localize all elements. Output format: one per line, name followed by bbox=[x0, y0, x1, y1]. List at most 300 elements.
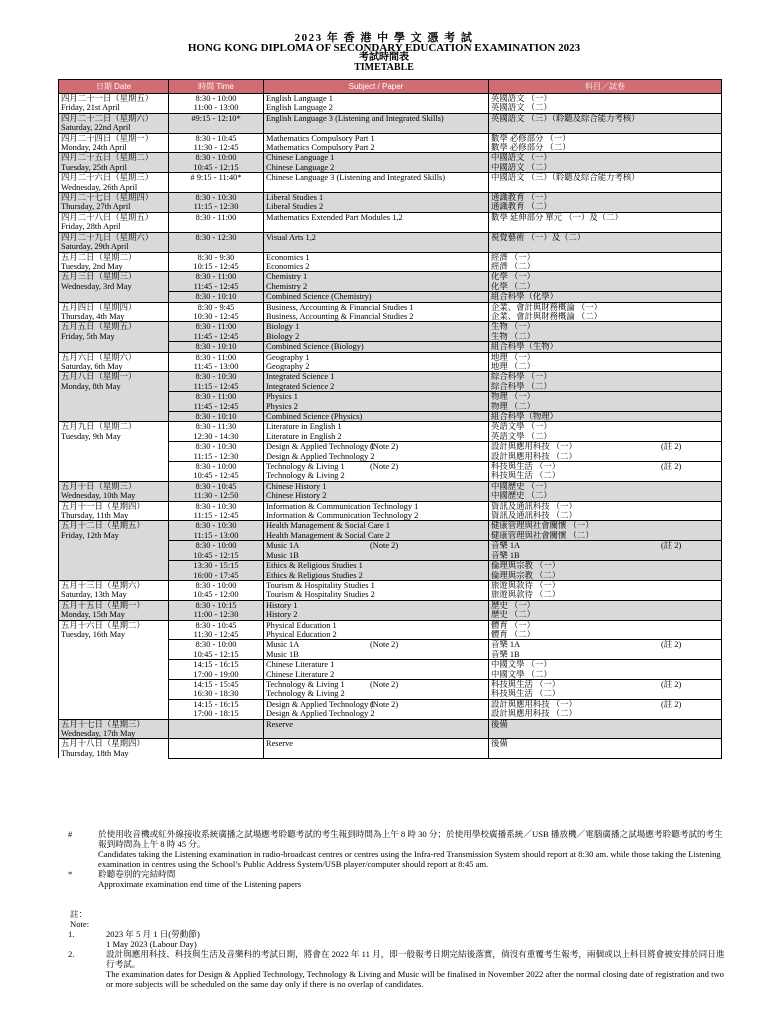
time-cell: 8:30 - 10:45 bbox=[169, 133, 264, 143]
subject-cell bbox=[264, 551, 489, 561]
date-zh: 四月二十四日（星期一） bbox=[61, 133, 154, 143]
subject-name: Reserve bbox=[266, 719, 293, 729]
subject-zh-cell bbox=[489, 561, 722, 571]
date-zh: 五月二日（星期二） bbox=[61, 252, 137, 262]
time-cell: 17:00 - 19:00 bbox=[169, 670, 264, 680]
time-cell: 8:30 - 11:00 bbox=[169, 322, 264, 332]
subject-cell bbox=[264, 342, 489, 352]
time-cell: 8:30 - 9:45 bbox=[169, 302, 264, 312]
time-cell: 8:30 - 10:00 bbox=[169, 94, 264, 104]
time-cell: 11:00 - 12:30 bbox=[169, 610, 264, 620]
subject-name: Combined Science (Chemistry) bbox=[266, 292, 372, 302]
subject-zh-cell bbox=[489, 689, 722, 699]
date-cell bbox=[59, 113, 169, 133]
subject-cell bbox=[264, 252, 489, 262]
date-zh: 四月二十二日（星期六） bbox=[61, 113, 154, 123]
time-cell: 10:30 - 12:45 bbox=[169, 312, 264, 322]
date-zh: 四月二十七日（星期四） bbox=[61, 193, 154, 203]
subject-zh-cell bbox=[489, 739, 722, 757]
time-cell: 8:30 - 10:45 bbox=[169, 620, 264, 630]
subject-zh: 地理 （二） bbox=[491, 361, 535, 371]
subject-name: Chemistry 2 bbox=[266, 281, 308, 291]
subject-zh-cell bbox=[489, 262, 722, 272]
subject-cell bbox=[264, 531, 489, 541]
col-subject: Subject / Paper bbox=[264, 80, 489, 94]
note-zh: 2023 年 5 月 1 日(勞動節) bbox=[106, 929, 200, 939]
subject-cell bbox=[264, 471, 489, 481]
subject-zh-cell bbox=[489, 352, 722, 362]
date-zh: 五月三日（星期三） bbox=[61, 272, 137, 282]
table-row bbox=[59, 580, 722, 590]
subject-name: Health Management & Social Care 1 bbox=[266, 521, 390, 531]
subject-name: Chinese History 1 bbox=[266, 481, 327, 491]
time-cell: # 9:15 - 11:40* bbox=[169, 173, 264, 193]
table-row bbox=[59, 272, 722, 282]
subject-name: History 1 bbox=[266, 600, 298, 610]
subject-cell bbox=[264, 282, 489, 292]
time-cell: 14:15 - 16:15 bbox=[169, 660, 264, 670]
subject-zh-cell bbox=[489, 412, 722, 422]
subject-zh: 綜合科學 （一） bbox=[491, 372, 552, 382]
subject-cell bbox=[264, 491, 489, 501]
time-cell: 11:15 - 12:45 bbox=[169, 511, 264, 521]
subject-zh-cell bbox=[489, 342, 722, 352]
subject-name: Chinese Language 1 bbox=[266, 153, 335, 163]
subject-zh-note: (註 2) bbox=[661, 679, 682, 689]
date-en: Saturday, 6th May bbox=[61, 361, 123, 371]
subject-zh: 資訊及通訊科技 （一） bbox=[491, 501, 577, 511]
time-cell: 10:45 - 12:15 bbox=[169, 551, 264, 561]
subject-cell bbox=[264, 739, 489, 757]
notes-heading-en: Note: bbox=[70, 919, 90, 929]
time-cell: 10:45 - 12:00 bbox=[169, 590, 264, 600]
subject-zh: 中國文學 （二） bbox=[491, 669, 552, 679]
subject-zh-cell bbox=[489, 432, 722, 442]
footnote-en: Candidates taking the Listening examination in radio-broadcast centres or centres using the Infra-red Transmission System should report at 8:30 am. while those taking the Listening examination in centres using the School’s Public Address System/USB player/computer should report at 8:45 am. bbox=[98, 849, 721, 869]
subject-zh-cell bbox=[489, 580, 722, 590]
subject-zh-cell bbox=[489, 392, 722, 402]
subject-name: English Language 3 (Listening and Integrated Skills) bbox=[266, 113, 444, 123]
table-row bbox=[59, 422, 722, 432]
subject-zh: 科技與生活 （一） bbox=[491, 462, 561, 472]
subject-name: Physical Education 1 bbox=[266, 620, 337, 630]
time-cell: 11:30 - 12:50 bbox=[169, 491, 264, 501]
subject-name: Chemistry 1 bbox=[266, 272, 308, 282]
subject-zh-cell bbox=[489, 571, 722, 581]
subject-name: Literature in English 2 bbox=[266, 431, 342, 441]
table-row bbox=[59, 620, 722, 630]
subject-zh-cell bbox=[489, 610, 722, 620]
subject-zh-cell bbox=[489, 272, 722, 282]
footnote-mark: * bbox=[68, 869, 73, 879]
subject-cell bbox=[264, 442, 489, 452]
date-cell bbox=[59, 719, 169, 739]
subject-cell bbox=[264, 372, 489, 382]
subject-zh-cell bbox=[489, 452, 722, 462]
date-cell bbox=[59, 521, 169, 580]
subject-zh: 中國歷史 （二） bbox=[491, 491, 552, 501]
header-row bbox=[59, 80, 722, 94]
date-zh: 五月八日（星期一） bbox=[61, 372, 137, 382]
time-cell: 8:30 - 10:30 bbox=[169, 521, 264, 531]
subject-zh-cell bbox=[489, 699, 722, 709]
subject-zh: 設計與應用科技 （一） bbox=[491, 442, 577, 452]
subject-cell bbox=[264, 501, 489, 511]
subject-zh: 化學 （一） bbox=[491, 272, 535, 282]
title-zh: 2023 年 香 港 中 學 文 憑 考 試 bbox=[294, 32, 474, 44]
table-row bbox=[59, 481, 722, 491]
subject-zh-note: (註 2) bbox=[661, 640, 682, 650]
note-en: 1 May 2023 (Labour Day) bbox=[106, 939, 197, 949]
subject-zh-cell bbox=[489, 442, 722, 452]
subject-cell bbox=[264, 620, 489, 630]
subject-name: Economics 2 bbox=[266, 261, 310, 271]
subject-zh: 健康管理與社會關懷 （一） bbox=[491, 521, 594, 531]
subject-cell bbox=[264, 541, 489, 551]
table-row bbox=[59, 232, 722, 252]
subject-name: Technology & Living 1 bbox=[266, 679, 345, 689]
subject-zh: 英國語文 （三）（聆聽及綜合能力考核） bbox=[491, 113, 640, 123]
subject-zh: 後備 bbox=[491, 739, 508, 749]
subject-zh-cell bbox=[489, 491, 722, 501]
subject-zh: 旅遊與款待 （二） bbox=[491, 590, 561, 600]
subject-zh: 數學 延伸部分 單元 （一）及（二） bbox=[491, 212, 623, 222]
subject-name: Mathematics Compulsory Part 2 bbox=[266, 143, 375, 153]
date-zh: 五月十三日（星期六） bbox=[61, 580, 145, 590]
subject-zh: 旅遊與款待 （一） bbox=[491, 580, 561, 590]
subject-cell bbox=[264, 103, 489, 113]
subject-zh: 設計與應用科技 （二） bbox=[491, 709, 577, 719]
subject-name: Physics 2 bbox=[266, 401, 298, 411]
subject-zh: 英語文學 （二） bbox=[491, 431, 552, 441]
time-cell: 10:45 - 12:45 bbox=[169, 471, 264, 481]
footnote-zh: 聆聽卷別的完結時間 bbox=[98, 869, 176, 879]
subject-zh: 通識教育 （一） bbox=[491, 193, 552, 203]
subject-name: Chinese Literature 2 bbox=[266, 669, 335, 679]
date-en: Wednesday, 3rd May bbox=[61, 281, 132, 291]
table-row bbox=[59, 193, 722, 203]
time-cell: 8:30 - 9:30 bbox=[169, 252, 264, 262]
time-cell: 8:30 - 10:45 bbox=[169, 481, 264, 491]
date-cell bbox=[59, 252, 169, 272]
date-en: Friday, 5th May bbox=[61, 331, 115, 341]
date-en: Wednesday, 26th April bbox=[61, 182, 138, 192]
date-cell bbox=[59, 372, 169, 422]
subject-zh: 後備 bbox=[491, 719, 508, 729]
date-en: Monday, 8th May bbox=[61, 381, 121, 391]
time-cell: 8:30 - 11:00 bbox=[169, 212, 264, 232]
subject-zh-cell bbox=[489, 322, 722, 332]
time-cell: 10:45 - 12:15 bbox=[169, 163, 264, 173]
date-en: Tuesday, 25th April bbox=[61, 162, 127, 172]
subject-name: Mathematics Extended Part Modules 1,2 bbox=[266, 212, 403, 222]
subject-name: Chinese Language 3 (Listening and Integrated Skills) bbox=[266, 173, 446, 183]
subject-zh: 歷史 （一） bbox=[491, 600, 535, 610]
date-en: Saturday, 29th April bbox=[61, 242, 129, 252]
table-row bbox=[59, 352, 722, 362]
subject-cell bbox=[264, 302, 489, 312]
subject-cell bbox=[264, 322, 489, 332]
footnotes bbox=[70, 829, 730, 989]
table-row bbox=[59, 252, 722, 262]
subject-name: Reserve bbox=[266, 739, 293, 749]
subtitle-en: TIMETABLE bbox=[354, 62, 414, 73]
note-number: 2. bbox=[68, 949, 75, 959]
date-zh: 五月十二日（星期五） bbox=[61, 521, 145, 531]
subject-name: Integrated Science 2 bbox=[266, 381, 335, 391]
subject-cell bbox=[264, 432, 489, 442]
date-zh: 四月二十五日（星期二） bbox=[61, 153, 154, 163]
subject-zh-cell bbox=[489, 521, 722, 531]
date-en: Saturday, 13th May bbox=[61, 590, 127, 600]
subject-zh-cell bbox=[489, 163, 722, 173]
subject-zh: 設計與應用科技 （一） bbox=[491, 699, 577, 709]
subject-zh-cell bbox=[489, 282, 722, 292]
date-cell bbox=[59, 272, 169, 302]
date-cell bbox=[59, 422, 169, 481]
subject-zh: 中國歷史 （一） bbox=[491, 481, 552, 491]
subject-cell bbox=[264, 292, 489, 302]
subject-name: Ethics & Religious Studies 1 bbox=[266, 561, 363, 571]
subject-zh: 倫理與宗教 （一） bbox=[491, 561, 561, 571]
header bbox=[0, 0, 768, 73]
time-cell: 11:45 - 12:45 bbox=[169, 282, 264, 292]
subject-cell bbox=[264, 511, 489, 521]
time-cell: 10:15 - 12:45 bbox=[169, 262, 264, 272]
time-cell: 14:15 - 16:15 bbox=[169, 699, 264, 709]
date-cell bbox=[59, 212, 169, 232]
subject-name: Design & Applied Technology 1 bbox=[266, 699, 375, 709]
subject-zh-cell bbox=[489, 212, 722, 232]
subject-name: Economics 1 bbox=[266, 252, 310, 262]
date-cell bbox=[59, 620, 169, 719]
time-cell: 8:30 - 10:00 bbox=[169, 153, 264, 163]
time-cell: #9:15 - 12:10* bbox=[169, 113, 264, 133]
subject-note: (Note 2) bbox=[370, 541, 399, 551]
subject-name: Design & Applied Technology 2 bbox=[266, 709, 375, 719]
date-en: Saturday, 22nd April bbox=[61, 123, 131, 133]
subject-zh: 倫理與宗教 （二） bbox=[491, 570, 561, 580]
subject-cell bbox=[264, 163, 489, 173]
time-cell: 8:30 - 11:00 bbox=[169, 272, 264, 282]
date-en: Tuesday, 9th May bbox=[61, 431, 121, 441]
table-row bbox=[59, 302, 722, 312]
subject-name: Biology 2 bbox=[266, 331, 300, 341]
subject-name: Chinese Language 2 bbox=[266, 162, 335, 172]
time-cell bbox=[169, 757, 264, 758]
subject-zh-cell bbox=[489, 382, 722, 392]
table-row bbox=[59, 521, 722, 531]
date-cell bbox=[59, 501, 169, 521]
notes-heading-zh: 註： bbox=[70, 909, 88, 919]
subject-cell bbox=[264, 521, 489, 531]
time-cell: 13:30 - 15:15 bbox=[169, 561, 264, 571]
date-zh: 四月二十一日（星期五） bbox=[61, 94, 154, 103]
time-cell: 8:30 - 10:30 bbox=[169, 193, 264, 203]
subject-zh: 科技與生活 （一） bbox=[491, 679, 561, 689]
note-number: 1. bbox=[68, 929, 75, 939]
subject-zh: 企業、會計與財務概論 （二） bbox=[491, 311, 602, 321]
subject-zh-cell bbox=[489, 471, 722, 481]
subject-cell bbox=[264, 352, 489, 362]
date-en: Thursday, 11th May bbox=[61, 511, 129, 521]
subject-cell bbox=[264, 699, 489, 709]
subject-name: Information & Communication Technology 1 bbox=[266, 501, 419, 511]
subject-zh-cell bbox=[489, 103, 722, 113]
table-row bbox=[59, 94, 722, 104]
subject-note: (Note 2) bbox=[370, 462, 399, 472]
date-zh: 四月二十六日（星期三） bbox=[61, 173, 154, 183]
subject-cell bbox=[264, 670, 489, 680]
subject-zh-cell bbox=[489, 193, 722, 203]
subject-name: Design & Applied Technology 2 bbox=[266, 451, 375, 461]
subject-zh-cell bbox=[489, 709, 722, 719]
date-zh: 四月二十九日（星期六） bbox=[61, 232, 154, 242]
subject-name: History 2 bbox=[266, 610, 298, 620]
time-cell: 8:30 - 10:10 bbox=[169, 292, 264, 302]
subject-zh: 企業、會計與財務概論 （一） bbox=[491, 302, 602, 312]
subject-name: Health Management & Social Care 2 bbox=[266, 530, 390, 540]
subject-zh: 資訊及通訊科技 （二） bbox=[491, 511, 577, 521]
subject-zh-cell bbox=[489, 232, 722, 252]
time-cell: 14:15 - 15:45 bbox=[169, 679, 264, 689]
date-cell bbox=[59, 302, 169, 322]
note-en: The examination dates for Design & Applied Technology, Technology & Living and Music will be finalised in November 2022 after the normal closing date of registration and two or more subjects will be scheduled on the same day only if there is no overlap of candidates. bbox=[106, 969, 724, 989]
date-cell bbox=[59, 193, 169, 213]
date-en: Tuesday, 2nd May bbox=[61, 261, 123, 271]
time-cell bbox=[169, 719, 264, 738]
subject-name: Tourism & Hospitality Studies 1 bbox=[266, 580, 375, 590]
subject-zh-note: (註 2) bbox=[661, 541, 682, 551]
subject-note: (Note 2) bbox=[370, 442, 399, 452]
subject-zh: 科技與生活 （二） bbox=[491, 689, 561, 699]
subject-cell bbox=[264, 481, 489, 491]
subject-zh: 地理 （一） bbox=[491, 352, 535, 362]
date-zh: 五月五日（星期五） bbox=[61, 322, 137, 332]
subject-zh-cell bbox=[489, 462, 722, 472]
time-cell: 11:45 - 12:45 bbox=[169, 402, 264, 412]
subject-zh: 歷史 （二） bbox=[491, 610, 535, 620]
subject-zh: 物理 （二） bbox=[491, 401, 535, 411]
subject-name: Chinese Literature 1 bbox=[266, 660, 335, 670]
time-cell: 11:15 - 13:00 bbox=[169, 531, 264, 541]
subject-name: Music 1A bbox=[266, 541, 300, 551]
time-cell: 11:45 - 13:00 bbox=[169, 362, 264, 372]
subject-zh: 生物 （一） bbox=[491, 322, 535, 332]
subject-name: Technology & Living 2 bbox=[266, 471, 345, 481]
subject-cell bbox=[264, 422, 489, 432]
subject-name: Integrated Science 1 bbox=[266, 372, 335, 382]
subject-cell bbox=[264, 452, 489, 462]
table-row bbox=[59, 133, 722, 143]
subject-name: Information & Communication Technology 2 bbox=[266, 511, 419, 521]
date-cell bbox=[59, 153, 169, 173]
subject-zh: 綜合科學 （二） bbox=[491, 381, 552, 391]
table-row bbox=[59, 153, 722, 163]
subject-zh-cell bbox=[489, 292, 722, 302]
table-row bbox=[59, 173, 722, 193]
subject-zh-cell bbox=[489, 133, 722, 143]
subject-zh: 化學 （二） bbox=[491, 281, 535, 291]
subject-zh: 中國語文 （一） bbox=[491, 153, 552, 163]
time-cell: 11:15 - 12:30 bbox=[169, 202, 264, 212]
time-cell: 11:15 - 12:45 bbox=[169, 382, 264, 392]
time-cell: 8:30 - 10:00 bbox=[169, 640, 264, 650]
subject-zh: 英國語文 （二） bbox=[491, 103, 552, 113]
subject-name: Music 1B bbox=[266, 550, 299, 560]
date-en: Thursday, 4th May bbox=[61, 311, 125, 321]
subject-zh: 通識教育 （二） bbox=[491, 202, 552, 212]
subject-name: Music 1A bbox=[266, 640, 300, 650]
title-en: HONG KONG DIPLOMA OF SECONDARY EDUCATION EXAMINATION 2023 bbox=[187, 42, 581, 54]
time-cell: 8:30 - 10:15 bbox=[169, 600, 264, 610]
subject-zh-cell bbox=[489, 302, 722, 312]
subject-zh-cell bbox=[489, 719, 722, 738]
time-cell: 12:30 - 14:30 bbox=[169, 432, 264, 442]
date-en: Wednesday, 17th May bbox=[61, 729, 136, 738]
date-en: Friday, 28th April bbox=[61, 222, 121, 232]
time-cell: 10:45 - 12:15 bbox=[169, 650, 264, 660]
subject-name: English Language 1 bbox=[266, 94, 333, 103]
subject-zh-cell bbox=[489, 372, 722, 382]
date-zh: 五月四日（星期四） bbox=[61, 302, 137, 312]
date-zh: 五月六日（星期六） bbox=[61, 352, 137, 362]
subject-zh-cell bbox=[489, 757, 722, 758]
subject-cell bbox=[264, 679, 489, 689]
subject-zh-cell bbox=[489, 173, 722, 193]
subject-cell bbox=[264, 689, 489, 699]
subject-zh: 體育 （一） bbox=[491, 620, 535, 630]
subject-name: Technology & Living 1 bbox=[266, 462, 345, 472]
subject-name: Liberal Studies 2 bbox=[266, 202, 324, 212]
date-cell bbox=[59, 322, 169, 352]
subject-zh: 數學 必修部分 （二） bbox=[491, 143, 571, 153]
table-row bbox=[59, 322, 722, 332]
subject-name: Literature in English 1 bbox=[266, 422, 342, 432]
subject-zh: 體育 （二） bbox=[491, 629, 535, 639]
subject-zh-cell bbox=[489, 481, 722, 491]
footnote-zh: 於使用收音機或紅外線接收系統廣播之試場應考聆聽考試的考生報到時間為上午 8 時 30 分；於使用學校廣播系統／USB 播放機／電腦廣播之試場應考聆聽考試的考生報到時間為上午 8 時 45 分。 bbox=[98, 829, 723, 849]
time-cell: 11:15 - 12:30 bbox=[169, 452, 264, 462]
subject-cell bbox=[264, 630, 489, 640]
date-zh: 五月十七日（星期三） bbox=[61, 719, 145, 729]
date-zh: 五月十五日（星期一） bbox=[61, 600, 145, 610]
date-en: Thursday, 27th April bbox=[61, 202, 131, 212]
subject-cell bbox=[264, 709, 489, 719]
subject-zh-cell bbox=[489, 630, 722, 640]
subject-name: Business, Accounting & Financial Studies 2 bbox=[266, 311, 414, 321]
date-cell bbox=[59, 580, 169, 600]
subject-cell bbox=[264, 143, 489, 153]
date-cell bbox=[59, 481, 169, 501]
subject-zh-note: (註 2) bbox=[661, 442, 682, 452]
subject-zh-cell bbox=[489, 402, 722, 412]
subject-zh-cell bbox=[489, 679, 722, 689]
subject-zh-cell bbox=[489, 143, 722, 153]
subtitle-zh: 考試時間表 bbox=[359, 52, 409, 63]
subject-zh-cell bbox=[489, 551, 722, 561]
subject-zh: 組合科學（生物） bbox=[491, 342, 558, 352]
subject-cell bbox=[264, 113, 489, 133]
date-zh: 四月二十八日（星期五） bbox=[61, 212, 154, 222]
subject-cell bbox=[264, 382, 489, 392]
subject-cell bbox=[264, 610, 489, 620]
table-row bbox=[59, 501, 722, 511]
subject-cell bbox=[264, 580, 489, 590]
date-en: Friday, 21st April bbox=[61, 103, 120, 113]
subject-cell bbox=[264, 561, 489, 571]
subject-cell bbox=[264, 262, 489, 272]
